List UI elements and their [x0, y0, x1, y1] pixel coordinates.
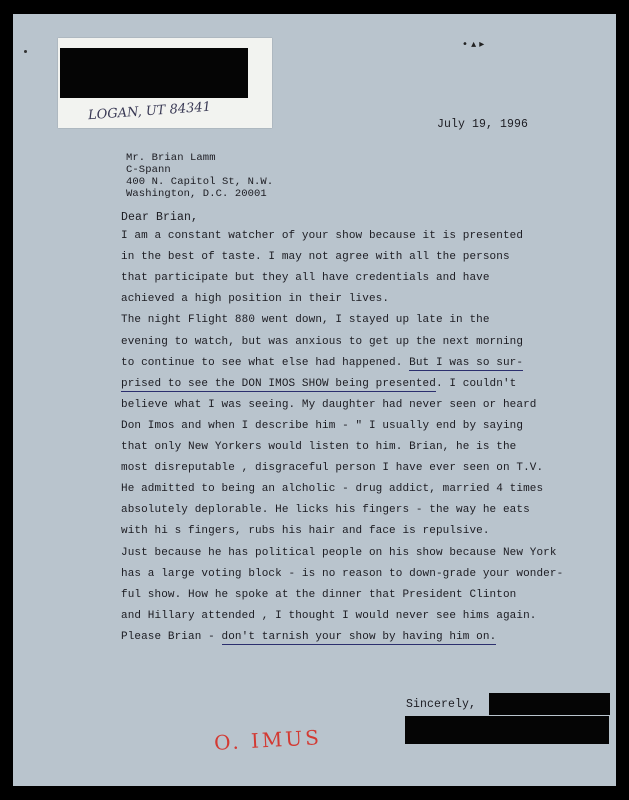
underlined-text: But I was so sur-: [409, 356, 524, 369]
body-text: believe what I was seeing. My daughter had never seen or heard: [121, 398, 537, 411]
recipient-line: Washington, D.C. 20001: [126, 188, 267, 200]
recipient-line: 400 N. Capitol St, N.W.: [126, 176, 274, 188]
body-text: evening to watch, but was anxious to get up the next morning: [121, 335, 524, 348]
body-text: Please Brian -: [121, 630, 222, 643]
body-line: [121, 568, 563, 580]
handwritten-note: O. IMUS: [213, 725, 323, 755]
body-line: [121, 504, 530, 516]
body-line: [121, 483, 543, 495]
body-text: The night Flight 880 went down, I stayed up late in the: [121, 314, 490, 327]
recipient-line: C-Spann: [126, 164, 171, 176]
redaction-signature: [489, 693, 610, 715]
letter-date: July 19, 1996: [437, 118, 529, 131]
redaction-name: [405, 716, 609, 744]
body-line: [121, 610, 536, 622]
body-text: ful show. How he spoke at the dinner that President Clinton: [121, 588, 517, 601]
body-text: that only New Yorkers would listen to him. Brian, he is the: [121, 441, 517, 453]
paper-mark: [24, 50, 27, 53]
closing: Sincerely,: [406, 698, 477, 711]
body-text: absolutely deplorable. He licks his fingers - the way he eats: [121, 504, 530, 517]
body-line: [121, 272, 490, 284]
body-line: [121, 441, 516, 453]
body-line: [121, 631, 496, 643]
body-text: He admitted to being an alcholic - drug addict, married 4 times: [121, 483, 544, 496]
body-line: [121, 420, 523, 432]
body-line: [121, 314, 490, 326]
body-line: [121, 251, 510, 263]
underlined-text: prised to see the DON IMOS SHOW being presented: [121, 377, 436, 390]
body-text: has a large voting block - is no reason to down-grade your wonder-: [121, 567, 564, 580]
body-text: Don Imos and when I describe him - " I usually end by saying: [121, 419, 524, 432]
body-line: [121, 525, 490, 537]
redaction-sender: [60, 48, 248, 98]
body-line: [121, 378, 516, 390]
body-line: [121, 230, 523, 242]
corner-marks: • ▴ ▸: [462, 39, 485, 50]
underlined-text: don't tarnish your show by having him on.: [221, 630, 497, 643]
body-line: [121, 547, 557, 559]
body-text: in the best of taste. I may not agree with all the persons: [121, 251, 510, 264]
body-text: Just because he has political people on his show because New York: [121, 546, 557, 559]
recipient-line: Mr. Brian Lamm: [126, 152, 216, 164]
body-text: to continue to see what else had happened.: [121, 356, 410, 369]
body-line: [121, 336, 523, 348]
body-text: most disreputable , disgraceful person I have ever seen on T.V.: [121, 462, 544, 475]
body-text: and Hillary attended , I thought I would never see hims again.: [121, 609, 537, 622]
body-text: . I couldn't: [435, 377, 517, 390]
address-label: [58, 38, 272, 128]
body-text: with hi s fingers, rubs his hair and face is repulsive.: [121, 525, 490, 538]
handwritten-location: LOGAN, UT 84341: [87, 99, 212, 124]
body-text: that participate but they all have credentials and have: [121, 272, 490, 285]
body-line: [121, 399, 536, 411]
salutation: Dear Brian,: [121, 211, 199, 224]
body-text: I am a constant watcher of your show because it is presented: [121, 230, 524, 242]
body-line: [121, 293, 389, 305]
body-line: [121, 462, 543, 474]
body-line: [121, 589, 516, 601]
body-line: [121, 357, 523, 369]
body-text: achieved a high position in their lives.: [121, 293, 390, 306]
